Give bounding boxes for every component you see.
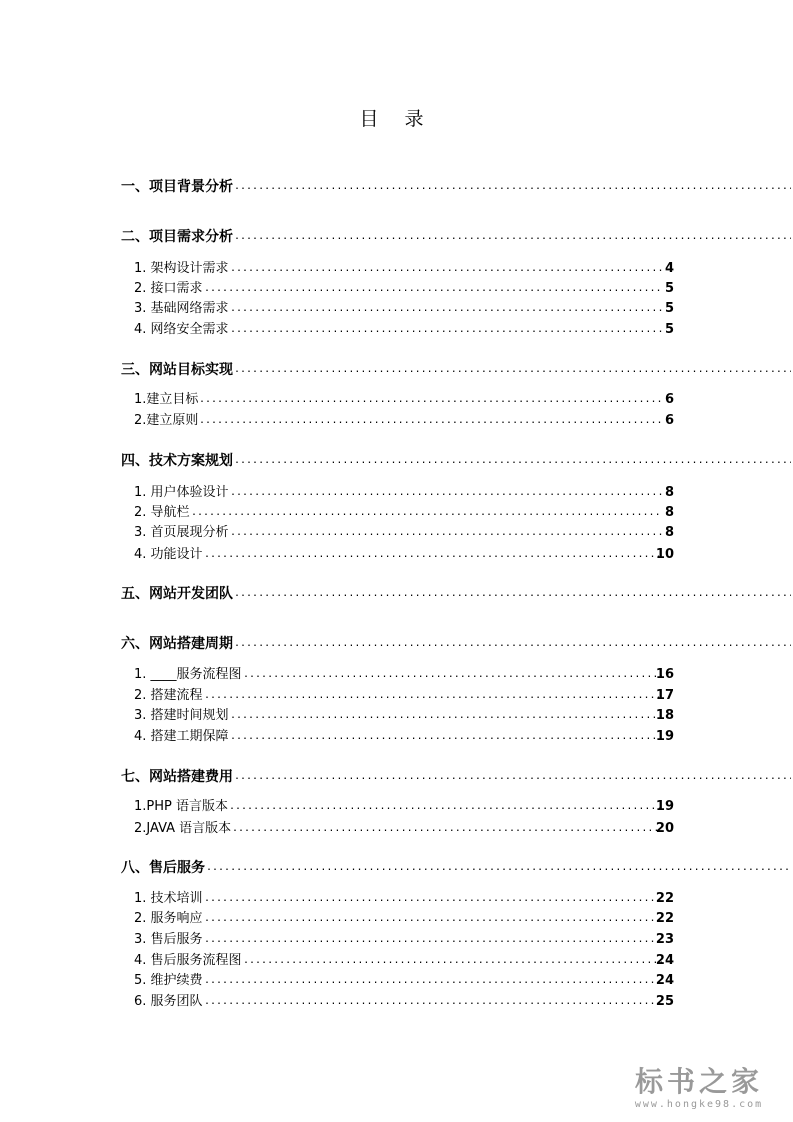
toc-entry-label: 八、售后服务 <box>121 860 205 876</box>
toc-subsection-entry[interactable] <box>0 299 793 319</box>
toc-dot-leader <box>204 992 662 1012</box>
toc-entry-label: 3. 售后服务 <box>134 932 203 947</box>
toc-entry-label: 1.PHP 语言版本 <box>134 799 228 814</box>
toc-page-number: 24 <box>655 953 674 968</box>
toc-section-entry[interactable] <box>0 584 793 604</box>
toc-entry-label: 2. 服务响应 <box>134 911 203 926</box>
toc-page-number: 22 <box>655 891 674 906</box>
toc-entry-label: 3. 基础网络需求 <box>134 301 229 316</box>
toc-entry-label: 1. 架构设计需求 <box>134 261 229 276</box>
toc-section-entry[interactable] <box>0 360 793 380</box>
toc-dot-leader <box>229 797 662 817</box>
toc-dot-leader <box>230 299 662 319</box>
toc-page-number: 25 <box>655 994 674 1009</box>
toc-page-number: 8 <box>664 525 674 540</box>
toc-dot-leader <box>230 320 662 340</box>
toc-dot-leader <box>204 545 662 565</box>
toc-entry-label: 4. 功能设计 <box>134 547 203 562</box>
toc-section-entry[interactable] <box>0 634 793 654</box>
toc-subsection-entry[interactable] <box>0 483 793 503</box>
toc-subsection-entry[interactable] <box>0 320 793 340</box>
toc-page-number: 20 <box>655 821 674 836</box>
toc-entry-label: 1. 技术培训 <box>134 891 203 906</box>
toc-dot-leader <box>234 227 791 247</box>
toc-subsection-entry[interactable] <box>0 259 793 279</box>
toc-subsection-entry[interactable] <box>0 545 793 565</box>
toc-page-number: 10 <box>655 547 674 562</box>
toc-section-entry[interactable] <box>0 451 793 471</box>
toc-dot-leader <box>234 767 791 787</box>
toc-entry-label: 3. 首页展现分析 <box>134 525 229 540</box>
toc-entry-label: 一、项目背景分析 <box>121 179 233 195</box>
toc-page-number: 5 <box>664 281 674 296</box>
toc-page-number: 22 <box>655 911 674 926</box>
toc-entry-label: 六、网站搭建周期 <box>121 636 233 652</box>
toc-page-number: 5 <box>664 322 674 337</box>
toc-section-entry[interactable] <box>0 177 793 197</box>
toc-page-number: 19 <box>655 729 674 744</box>
toc-subsection-entry[interactable] <box>0 951 793 971</box>
toc-subsection-entry[interactable] <box>0 727 793 747</box>
toc-subsection-entry[interactable] <box>0 971 793 991</box>
toc-entry-label: 三、网站目标实现 <box>121 362 233 378</box>
toc-entry-label: 2. 搭建流程 <box>134 688 203 703</box>
toc-entry-label: 2. 接口需求 <box>134 281 203 296</box>
toc-subsection-entry[interactable] <box>0 909 793 929</box>
toc-dot-leader <box>232 819 662 839</box>
toc-entry-label: 五、网站开发团队 <box>121 586 233 602</box>
toc-subsection-entry[interactable] <box>0 390 793 410</box>
toc-entry-label: 4. 网络安全需求 <box>134 322 229 337</box>
toc-page-number: 24 <box>655 973 674 988</box>
toc-dot-leader <box>230 523 662 543</box>
toc-dot-leader <box>234 177 791 197</box>
toc-page-number: 8 <box>664 505 674 520</box>
toc-entry-label: 2.JAVA 语言版本 <box>134 821 232 836</box>
toc-dot-leader <box>191 503 662 523</box>
toc-entry-label: 二、项目需求分析 <box>121 229 233 245</box>
toc-section-entry[interactable] <box>0 227 793 247</box>
toc-dot-leader <box>204 279 662 299</box>
toc-subsection-entry[interactable] <box>0 706 793 726</box>
toc-entry-label: 1.建立目标 <box>134 392 199 407</box>
toc-page-number: 17 <box>655 688 674 703</box>
toc-page-number: 8 <box>664 485 674 500</box>
toc-entry-label: 5. 维护续费 <box>134 973 203 988</box>
toc-dot-leader <box>206 858 791 878</box>
toc-dot-leader <box>199 390 662 410</box>
toc-dot-leader <box>230 259 662 279</box>
toc-page-number: 19 <box>655 799 674 814</box>
toc-dot-leader <box>204 686 662 706</box>
toc-subsection-entry[interactable] <box>0 797 793 817</box>
toc-dot-leader <box>230 727 662 747</box>
toc-dot-leader <box>243 951 662 971</box>
toc-subsection-entry[interactable] <box>0 686 793 706</box>
toc-dot-leader <box>204 930 662 950</box>
toc-subsection-entry[interactable] <box>0 503 793 523</box>
toc-dot-leader <box>243 665 662 685</box>
toc-page-number: 18 <box>655 708 674 723</box>
toc-page-number: 16 <box>655 667 674 682</box>
toc-page-number: 6 <box>664 392 674 407</box>
toc-page-number: 5 <box>664 301 674 316</box>
watermark-logo: 标书之家 <box>634 1065 763 1098</box>
toc-entry-label: 4. 售后服务流程图 <box>134 953 242 968</box>
toc-subsection-entry[interactable] <box>0 279 793 299</box>
toc-entry-label: 3. 搭建时间规划 <box>134 708 229 723</box>
toc-dot-leader <box>234 451 791 471</box>
toc-entry-label: 2.建立原则 <box>134 413 199 428</box>
watermark-url: www.hongke98.com <box>634 1099 764 1110</box>
toc-entry-label: 四、技术方案规划 <box>121 453 233 469</box>
toc-entry-label: 1. 用户体验设计 <box>134 485 229 500</box>
toc-subsection-entry[interactable] <box>0 819 793 839</box>
toc-entry-label: 6. 服务团队 <box>134 994 203 1009</box>
toc-entry-label: 七、网站搭建费用 <box>121 769 233 785</box>
toc-subsection-entry[interactable] <box>0 992 793 1012</box>
toc-subsection-entry[interactable] <box>0 411 793 431</box>
toc-dot-leader <box>204 971 662 991</box>
toc-entry-label: 4. 搭建工期保障 <box>134 729 229 744</box>
watermark <box>619 1066 779 1112</box>
toc-subsection-entry[interactable] <box>0 930 793 950</box>
toc-page-number: 4 <box>664 261 674 276</box>
toc-dot-leader <box>234 360 791 380</box>
toc-dot-leader <box>234 634 791 654</box>
toc-section-entry[interactable] <box>0 858 793 878</box>
toc-section-entry[interactable] <box>0 767 793 787</box>
toc-page-number: 23 <box>655 932 674 947</box>
toc-title: 目 录 <box>359 108 434 130</box>
toc-dot-leader <box>234 584 791 604</box>
toc-dot-leader <box>230 483 662 503</box>
toc-dot-leader <box>199 411 662 431</box>
toc-subsection-entry[interactable] <box>0 665 793 685</box>
toc-subsection-entry[interactable] <box>0 523 793 543</box>
toc-dot-leader <box>204 909 662 929</box>
toc-dot-leader <box>230 706 662 726</box>
toc-entry-label: 2. 导航栏 <box>134 505 190 520</box>
toc-dot-leader <box>204 889 662 909</box>
toc-subsection-entry[interactable] <box>0 889 793 909</box>
toc-entry-label: 1. ____服务流程图 <box>134 667 242 682</box>
toc-page-number: 6 <box>664 413 674 428</box>
